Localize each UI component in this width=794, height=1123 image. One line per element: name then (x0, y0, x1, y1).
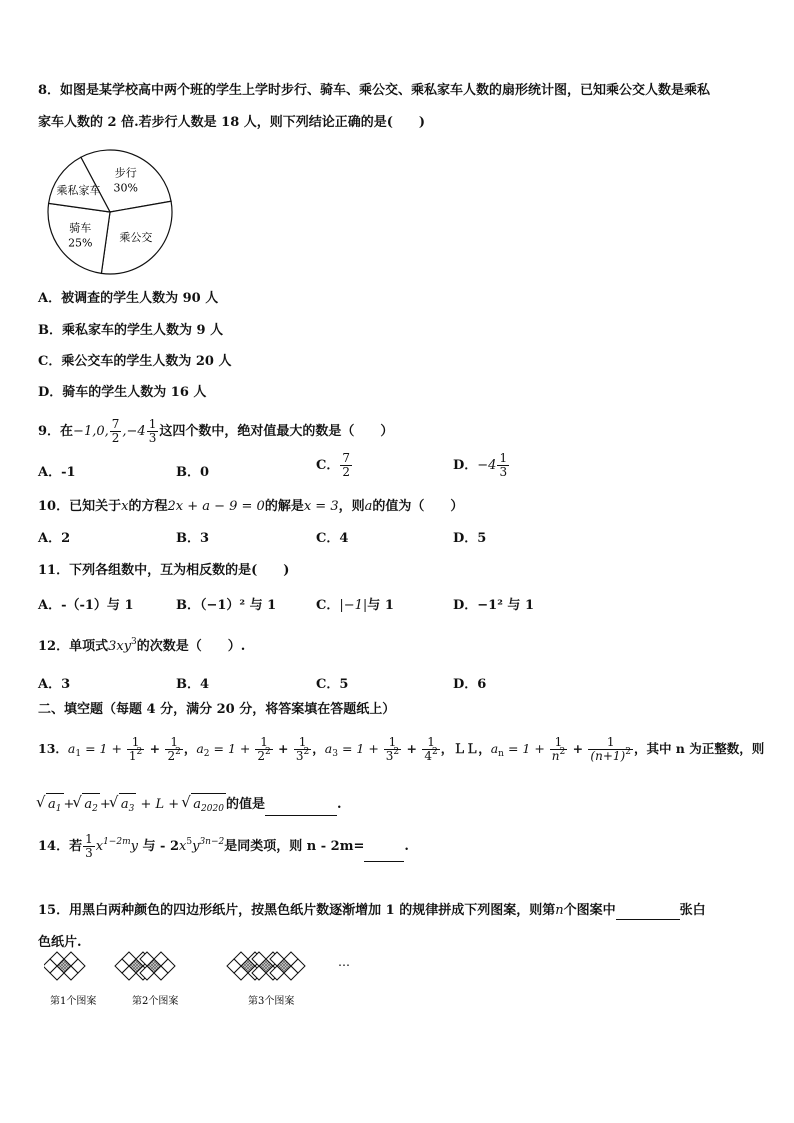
q13-sum-line: √ $a_1$ +√ $a_2$ +√ $a_3 + L$ + √ $a_{2020}$ 的值是 . (38, 793, 341, 816)
pie-label-3: 乘私家车 (56, 183, 101, 197)
pie-label-2: 骑车 (69, 221, 92, 235)
q12-option-a[interactable]: A．3 (38, 677, 71, 692)
q11-option-d[interactable]: D．−1² 与 1 (453, 598, 535, 613)
q9-option-b[interactable]: B．0 (176, 465, 210, 480)
pie-label-1: 乘公交 (119, 230, 153, 244)
q8-option-a[interactable]: A．被调查的学生人数为 90 人 (38, 291, 219, 306)
q12-option-d[interactable]: D．6 (453, 677, 487, 692)
q8-stem-line1: 8．如图是某学校高中两个班的学生上学时步行、骑车、乘公交、乘私家车人数的扇形统计图，已知乘公交人数是乘私 (38, 83, 711, 98)
pie-percent-2: 25% (68, 236, 93, 250)
pattern-label-1: 第1个图案 (50, 996, 97, 1007)
q8-option-d[interactable]: D．骑车的学生人数为 16 人 (38, 385, 207, 400)
q13-answer-blank[interactable] (265, 802, 337, 816)
q9-option-c[interactable]: C． $\frac{7}{2}$ (316, 451, 350, 479)
q14-stem: 14．若 $\frac{1}{3}$ $x^{1-2m}y$ 与 - $2x^5y^{3n-2}$是同类项，则 n - 2m= . (38, 832, 409, 860)
pattern-label-2: 第2个图案 (132, 996, 179, 1007)
q15-stem-line2: 色纸片. (38, 935, 82, 950)
section-2-heading: 二、填空题（每题 4 分，满分 20 分，将答案填在答题纸上） (38, 702, 396, 717)
q10-stem: 10．已知关于x的方程2x + a − 9 = 0的解是x = 3，则a的值为（ ） (38, 499, 464, 514)
q9-option-a[interactable]: A．-1 (38, 465, 76, 480)
q10-option-b[interactable]: B．3 (176, 531, 210, 546)
q11-option-c[interactable]: C．|−1|与 1 (316, 598, 394, 613)
q11-stem: 11．下列各组数中，互为相反数的是( ) (38, 563, 290, 578)
q12-option-b[interactable]: B．4 (176, 677, 210, 692)
pie-percent-0: 30% (113, 181, 138, 195)
q14-answer-blank[interactable] (364, 848, 404, 862)
q9-option-d[interactable]: D．−4 $\frac{1}{3}$ (453, 451, 508, 479)
q8-stem-line2: 家车人数的 2 倍.若步行人数是 18 人，则下列结论正确的是( ) (38, 115, 426, 130)
q8-option-b[interactable]: B．乘私家车的学生人数为 9 人 (38, 323, 224, 338)
pattern-ellipsis: … (338, 955, 350, 969)
q15-answer-blank[interactable] (616, 906, 680, 920)
pie-label-0: 步行 (114, 166, 137, 180)
pattern-label-3: 第3个图案 (248, 996, 295, 1007)
q12-stem: 12．单项式$3xy^3$的次数是（ ）. (38, 637, 246, 654)
q11-option-a[interactable]: A．-（-1）与 1 (38, 598, 134, 613)
q10-option-c[interactable]: C．4 (316, 531, 349, 546)
q10-option-a[interactable]: A．2 (38, 531, 71, 546)
q15-pattern-figure (44, 938, 364, 1014)
q8-pie-chart (44, 146, 176, 278)
q9-stem: 9．在−1,0, $\frac{7}{2}$ ,−4 $\frac{1}{3}$ 这四个数中，绝对值最大的数是（ ） (38, 417, 394, 445)
q10-option-d[interactable]: D．5 (453, 531, 487, 546)
q11-option-b[interactable]: B．（−1）² 与 1 (176, 598, 277, 613)
q12-option-c[interactable]: C．5 (316, 677, 349, 692)
q8-option-c[interactable]: C．乘公交车的学生人数为 20 人 (38, 354, 232, 369)
q13-stem: 13．$a_1 = 1$ + $\frac{1}{1^2}$ + $\frac{1}{2^2}$ ，$a_2 = 1$ + $\frac{1}{2^2}$ + $\frac{1}{3^2}$ ，$a_3 = 1$ + $\frac{1}{3^2}$ + $\frac{1}{4^2}$ ，ＬＬ，$a_n = 1$ + $\frac{1}{n^2}$ + $\frac{1}{(n+1)^2}$ ，其中 n 为正整数，则 (38, 735, 765, 763)
q15-stem-line1: 15．用黑白两种颜色的四边形纸片，按黑色纸片数逐渐增加 1 的规律拼成下列图案，则第n个图案中 张白 (38, 903, 706, 918)
